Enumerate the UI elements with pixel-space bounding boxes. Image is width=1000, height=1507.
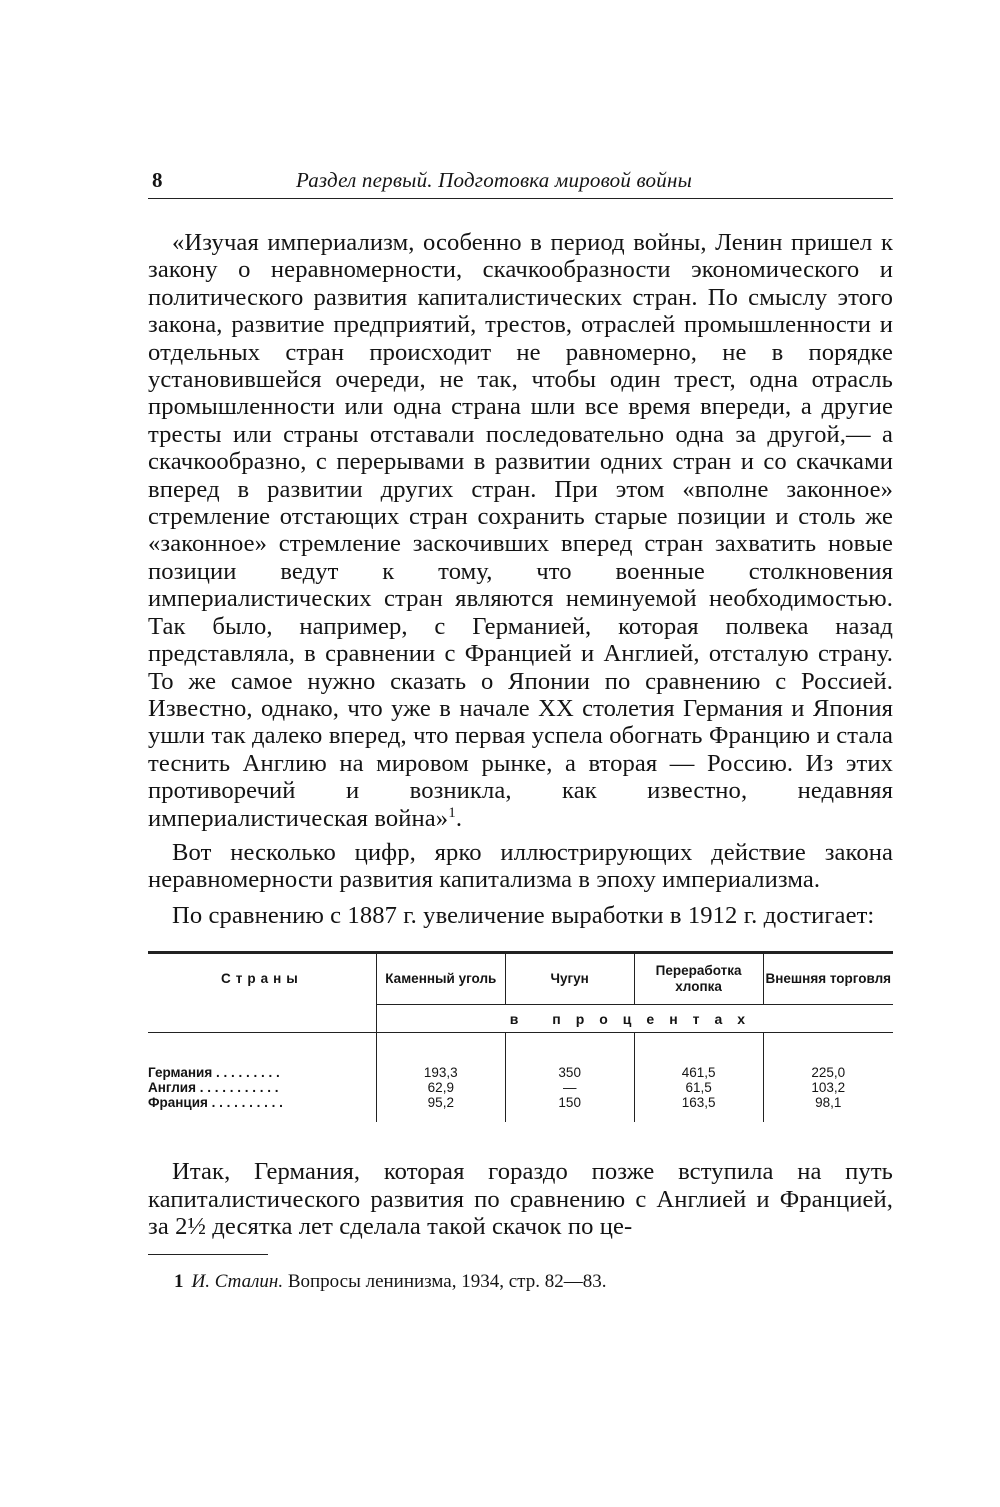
footnote-mark: 1 [174,1271,184,1293]
table-row [148,1065,893,1080]
coal-cell: 193,3 [376,1065,505,1080]
column-header-iron: Чугун [505,953,634,1005]
iron-cell: 150 [505,1095,634,1122]
quote-text: «Изучая империализм, особенно в период войны, Ленин пришел к закону о неравномерности, скачкообразности экономического и политического развития капиталистических стран. По смыслу этого закона, развитие предприятий, трестов, отраслей промышленности и отдельных стран происходит не равномерно, не в порядке установившейся очереди, не так, чтобы один трест, одна отрасль промышленности или одна страна шли все время впереди, а другие тресты или страны отставали последовательно одна за другой,— а скачкообразно, с перерывами в развитии одних стран и со скачками вперед в развитии других стран. При этом «вполне законное» стремление отстающих стран сохранить старые позиции и столь же «законное» стремление заскочивших вперед стран захватить новые позиции ведут к тому, что военные столкновения империалистических стран являются неминуемой необходимостью. Так было, например, с Германией, которая полвека назад представляла, в сравнении с Францией и Англией, отсталую страну. То же самое нужно сказать о Японии по сравнению с Россией. Известно, однако, что уже в начале XX столетия Германия и Япония ушли так далеко вперед, что первая успела обогнать Францию и стала теснить Англию на мировом рынке, а вторая — Россию. Из этих противоречий и возникла, как известно, недавняя империалистическая война» [148,229,893,832]
country-cell: Германия . . . . . . . . . [148,1065,280,1081]
production-growth-table [148,951,893,1122]
column-header-trade: Внешняя торговля [763,953,893,1005]
running-header [148,158,893,199]
page-number: 8 [152,168,163,192]
trade-cell: 225,0 [763,1065,893,1080]
iron-cell: — [505,1080,634,1095]
book-page [148,158,893,1293]
column-header-cotton: Переработка хлопка [634,953,763,1005]
column-header-coal: Каменный уголь [376,953,505,1005]
trade-cell: 98,1 [763,1095,893,1122]
table-row [148,1080,893,1095]
section-title: Раздел первый. Подготовка мировой войны [296,168,692,192]
table-units-row [148,1005,893,1033]
cotton-cell: 461,5 [634,1065,763,1080]
footnote-author: И. Сталин. [191,1271,284,1293]
table-row [148,1095,893,1122]
footnote-divider [148,1254,268,1255]
column-header-countries: Страны [148,953,376,1005]
coal-cell: 62,9 [376,1080,505,1095]
country-cell: Англия . . . . . . . . . . . [148,1080,279,1096]
footnote-reference: 1 [448,804,456,821]
conclusion-paragraph: Итак, Германия, которая гораздо позже вступила на путь капиталистического развития по сравнению с Англией и Францией, за 2½ десятка лет сделала такой скачок по це- [148,1158,893,1240]
footnote-source: Вопросы ленинизма, 1934, стр. 82—83. [287,1271,607,1293]
quote-end-period: . [455,804,463,832]
footnote [148,1271,893,1293]
table-header-row [148,953,893,1005]
units-label: в процентах [376,1005,893,1033]
coal-cell: 95,2 [376,1095,505,1122]
country-cell: Франция . . . . . . . . . . [148,1095,283,1111]
cotton-cell: 163,5 [634,1095,763,1122]
comparison-paragraph: По сравнению с 1887 г. увеличение выработки в 1912 г. достигает: [172,901,875,929]
figures-intro-paragraph: Вот несколько цифр, ярко иллюстрирующих действие закона неравномерности развития капитализма в эпоху империализма. [148,838,893,894]
iron-cell: 350 [505,1065,634,1080]
trade-cell: 103,2 [763,1080,893,1095]
cotton-cell: 61,5 [634,1080,763,1095]
quote-paragraph [148,229,893,832]
